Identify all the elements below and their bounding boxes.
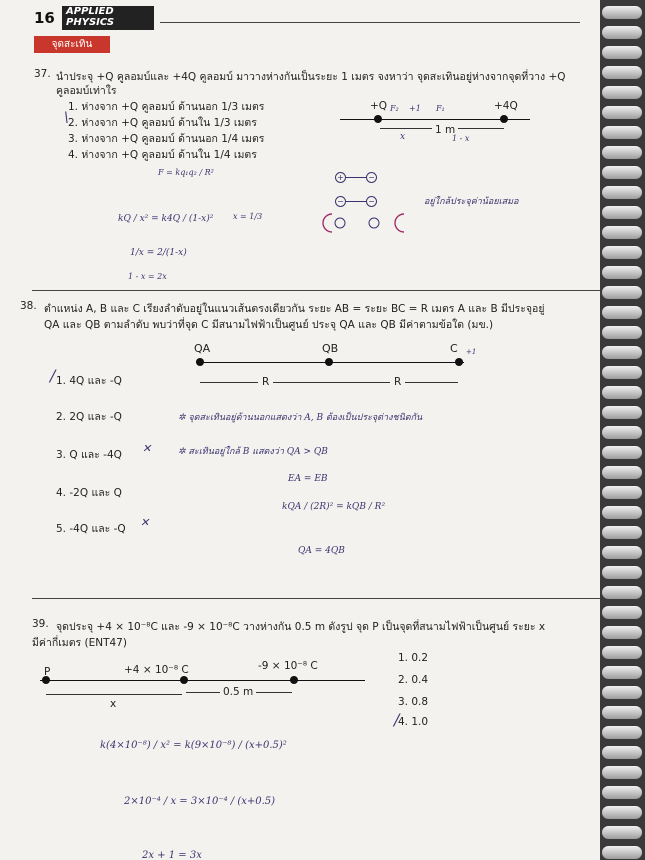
binding-ring	[602, 666, 642, 679]
binding-ring	[602, 346, 642, 359]
q39-text-line2: มีค่ากี่เมตร (ENT47)	[32, 637, 127, 649]
binding-ring	[602, 66, 642, 79]
q37-left-charge-label: +Q	[370, 100, 388, 112]
q37-sketch-line-2	[346, 201, 366, 202]
binding-ring	[602, 706, 642, 719]
q37-plus-one: +1	[409, 104, 421, 113]
q38-work-l3: QA = 4QB	[298, 546, 345, 556]
q39-number: 39.	[32, 618, 49, 630]
header-rule	[160, 22, 580, 23]
binding-ring	[602, 146, 642, 159]
q37-work-eq2: 1/x = 2/(1-x)	[130, 248, 187, 258]
q37-right-charge-label: +4Q	[494, 100, 518, 112]
binding-ring	[602, 506, 642, 519]
q39-option-3: 3. 0.8	[398, 696, 429, 708]
q39-option-4: 4. 1.0	[398, 716, 429, 728]
q37-x-label: x	[400, 132, 406, 142]
q38-plus-one: +1	[466, 348, 477, 356]
q38-option-5: 5. -4Q และ -Q	[56, 523, 126, 535]
binding-ring	[602, 266, 642, 279]
q38-option-4: 4. -2Q และ Q	[56, 487, 122, 499]
q38-distance-arrow	[200, 382, 458, 383]
q37-rest-label: 1 - x	[452, 134, 470, 143]
binding-ring	[602, 566, 642, 579]
q38-work-l1: EA = EB	[288, 474, 328, 484]
q37-work-formula: F = kq₁q₂ / R²	[158, 168, 214, 177]
q37-distance-label: 1 m	[432, 124, 458, 136]
q38-text-line2: QA และ QB ตามลำดับ พบว่าที่จุด C มีสนามไฟฟ้าเป็นศูนย์ ประจุ QA และ QB มีค่าตามข้อใด (มข.)	[44, 319, 494, 331]
q38-text-line1: ตำแหน่ง A, B และ C เรียงลำดับอยู่ในแนวเส้นตรงเดียวกัน ระยะ AB = ระยะ BC = R เมตร A และ B มีประจุอยู่	[44, 303, 545, 315]
binding-ring	[602, 486, 642, 499]
q39-option-2: 2. 0.4	[398, 674, 429, 686]
binding-ring	[602, 306, 642, 319]
divider-q38	[32, 598, 600, 599]
q39-charge-right	[290, 676, 298, 684]
binding-ring	[602, 206, 642, 219]
q38-note-2: ✲ สะเทินอยู่ใกล้ B แสดงว่า QA > QB	[178, 447, 328, 457]
q37-sketch-line-1	[346, 177, 366, 178]
binding-ring	[602, 626, 642, 639]
q38-check-mark: /	[50, 366, 56, 385]
binding-ring	[602, 426, 642, 439]
q38-qa-label: QA	[194, 342, 211, 355]
binding-ring	[602, 226, 642, 239]
q37-text-line2: คูลอมบ์เท่าใร	[56, 85, 117, 97]
binding-ring	[602, 106, 642, 119]
binding-ring	[602, 186, 642, 199]
section-tag: จุดสะเทิน	[34, 36, 110, 53]
binding-ring	[602, 386, 642, 399]
q38-c-label: C	[450, 342, 458, 355]
q37-sketch-field-lines	[310, 210, 410, 236]
q38-point-b	[325, 358, 333, 366]
q37-work-eq1: kQ / x² = k4Q / (1-x)²	[118, 214, 214, 224]
q37-sketch-minus-icon-3: −	[366, 196, 377, 207]
q37-option-3: 3. ห่างจาก +Q คูลอมบ์ ด้านนอก 1/4 เมตร	[68, 133, 265, 145]
binding-ring	[602, 126, 642, 139]
q37-f1-label: F₁	[436, 104, 445, 113]
q37-f2-label: F₂	[390, 104, 399, 113]
q38-point-a	[196, 358, 204, 366]
q37-work-answer: x = 1/3	[233, 212, 263, 221]
q37-work-eq3: 1 - x = 2x	[128, 272, 167, 281]
binding-ring	[602, 586, 642, 599]
binding-ring	[602, 686, 642, 699]
q37-text-line1: นำประจุ +Q คูลอมบ์และ +4Q คูลอมบ์ มาวางห่างกันเป็นระยะ 1 เมตร จงหาว่า จุดสะเทินอยู่ห่างจากจุดที่วาง +Q	[56, 71, 566, 83]
q38-work-l2: kQA / (2R)² = kQB / R²	[282, 502, 386, 512]
q39-p-label: P	[44, 666, 51, 678]
binding-ring	[602, 526, 642, 539]
binding-ring	[602, 846, 642, 859]
binding-ring	[602, 746, 642, 759]
q39-axis-line	[40, 680, 365, 681]
q37-option-1: 1. ห่างจาก +Q คูลอมบ์ ด้านนอก 1/3 เมตร	[68, 101, 265, 113]
q38-note-1: ✲ จุดสะเทินอยู่ด้านนอกแสดงว่า A, B ต้องเป็นประจุต่างชนิดกัน	[178, 413, 423, 423]
q38-option-1: 1. 4Q และ -Q	[56, 375, 122, 387]
binding-ring	[602, 406, 642, 419]
q37-charge-left	[374, 115, 382, 123]
q38-qb-label: QB	[322, 342, 339, 355]
q39-x-label: x	[110, 698, 117, 710]
binding-ring	[602, 246, 642, 259]
binding-ring	[602, 46, 642, 59]
q39-charge-left	[180, 676, 188, 684]
q38-r-label-1: R	[258, 376, 273, 388]
q39-left-charge-label: +4 × 10⁻⁸ C	[124, 664, 189, 676]
binding-ring	[602, 26, 642, 39]
q38-cross-mark-3: ✕	[142, 442, 152, 455]
brand-logo	[62, 6, 154, 30]
binding-ring	[602, 766, 642, 779]
q37-option-4: 4. ห่างจาก +Q คูลอมบ์ ด้านใน 1/4 เมตร	[68, 149, 257, 161]
q37-sketch-minus-icon-2: −	[335, 196, 346, 207]
binding-ring	[602, 326, 642, 339]
q39-option-1: 1. 0.2	[398, 652, 429, 664]
binding-ring	[602, 826, 642, 839]
binding-ring	[602, 366, 642, 379]
brand-line1: APPLIED	[66, 6, 114, 17]
q39-work-l1: k(4×10⁻⁸) / x² = k(9×10⁻⁸) / (x+0.5)²	[100, 740, 287, 751]
q38-r-label-2: R	[390, 376, 405, 388]
binding-ring	[602, 86, 642, 99]
q37-sketch-plus-icon: +	[335, 172, 346, 183]
binding-ring	[602, 546, 642, 559]
q39-distance-label: 0.5 m	[220, 686, 256, 698]
binding-ring	[602, 726, 642, 739]
binding-ring	[602, 286, 642, 299]
q39-right-charge-label: -9 × 10⁻⁸ C	[258, 660, 318, 672]
binding-ring	[602, 466, 642, 479]
page-number: 16	[34, 9, 55, 27]
q37-option-2: 2. ห่างจาก +Q คูลอมบ์ ด้านใน 1/3 เมตร	[68, 117, 257, 129]
q38-number: 38.	[20, 300, 37, 312]
q38-option-2: 2. 2Q และ -Q	[56, 411, 122, 423]
q39-check-mark: /	[394, 710, 400, 729]
brand-line2: PHYSICS	[66, 17, 115, 28]
q39-x-arrow	[46, 694, 182, 695]
binding-ring	[602, 6, 642, 19]
q39-work-l3: 2x + 1 = 3x	[142, 850, 202, 860]
q37-work-note: อยู่ใกล้ประจุค่าน้อยเสมอ	[424, 197, 519, 207]
q38-cross-mark-5: ✕	[140, 516, 150, 529]
binding-ring	[602, 786, 642, 799]
binding-ring	[602, 166, 642, 179]
divider-q37	[32, 290, 600, 291]
binding-ring	[602, 806, 642, 819]
binding-ring	[602, 606, 642, 619]
q37-check-mark: \	[64, 110, 69, 126]
q37-sketch-minus-icon: −	[366, 172, 377, 183]
q37-number: 37.	[34, 68, 51, 80]
q39-work-l2: 2×10⁻⁴ / x = 3×10⁻⁴ / (x+0.5)	[124, 796, 276, 807]
q38-option-3: 3. Q และ -4Q	[56, 449, 122, 461]
binding-ring	[602, 646, 642, 659]
q38-point-c	[455, 358, 463, 366]
binding-ring	[602, 446, 642, 459]
q37-charge-right	[500, 115, 508, 123]
q39-text-line1: จุดประจุ +4 × 10⁻⁸C และ -9 × 10⁻⁸C วางห่างกัน 0.5 m ดังรูป จุด P เป็นจุดที่สนามไฟฟ้าเป็นศูนย์ ระยะ x	[56, 621, 546, 633]
spiral-binding	[600, 0, 645, 860]
